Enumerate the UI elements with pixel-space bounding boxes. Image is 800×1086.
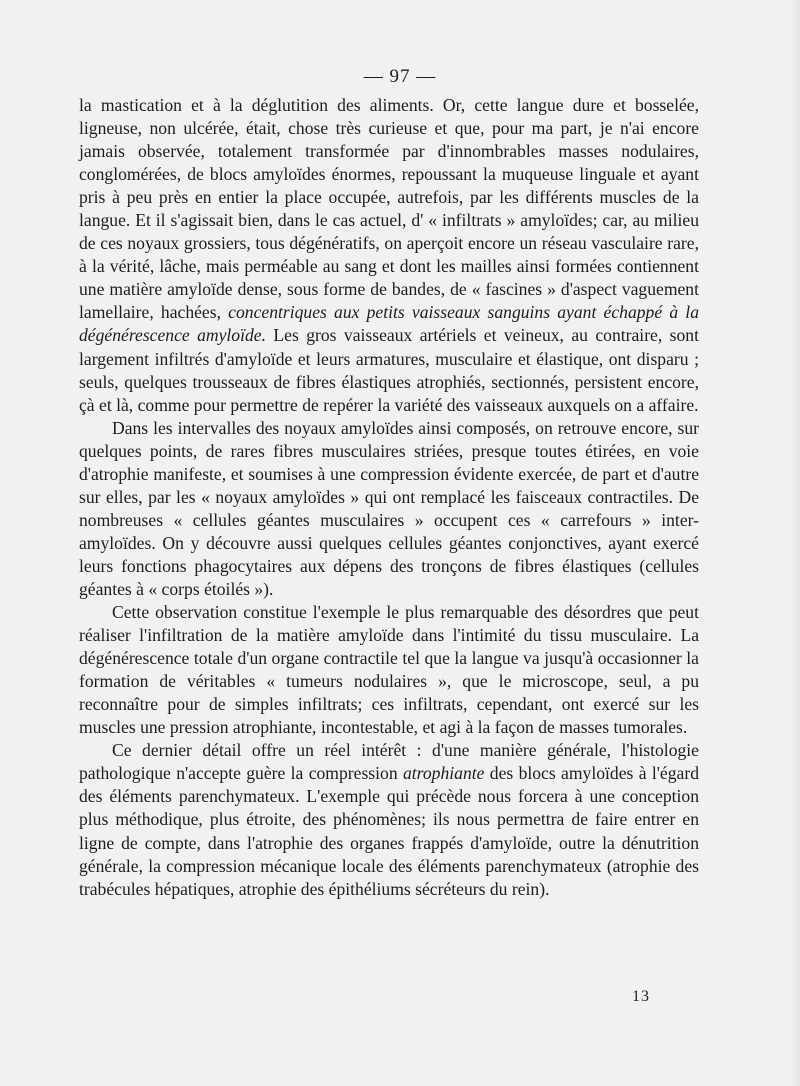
paragraph-1 <box>79 94 699 417</box>
paragraph-1-text: la mastication et à la déglutition des aliments. Or, cette langue dure et bosselée, ligneuse, non ulcérée, était, chose très curieuse et que, pour ma part, je n'ai encore jamais observée, totalement transformée par d'innombrables masses nodulaires, conglomérées, de blocs amyloïdes énormes, repoussant la muqueuse linguale et ayant pris à peu près en entier la place occupée, autrefois, par les différents muscles de la langue. Et il s'agissait bien, dans le cas actuel, d' « infiltrats » amyloïdes; car, au milieu de ces noyaux grossiers, tous dégénératifs, on aperçoit encore un réseau vasculaire rare, à la vérité, lâche, mais perméable au sang et dont les mailles ainsi formées contiennent une matière amyloïde dense, sous forme de bandes, de « fascines » d'aspect vaguement lamellaire, hachées, <box>79 95 699 323</box>
page-number: — 97 — <box>363 66 437 87</box>
paragraph-3: Cette observation constitue l'exemple le plus remarquable des désordres que peut réaliser l'infiltration de la matière amyloïde dans l'intimité du tissu musculaire. La dégénérescence totale d'un organe contractile tel que la langue va jusqu'à occasionner la formation de véritables « tumeurs nodulaires », que le microscope, seul, a pu reconnaître pour de simples infiltrats; ces infiltrats, cependant, ont exercé sur les muscles une pression atrophiante, incontestable, et agi à la façon de masses tumorales. <box>79 602 699 738</box>
paragraph-4-text: Ce dernier détail offre un réel intérêt : d'une manière générale, l'histologie pathologique n'accepte guère la compression <box>79 740 699 784</box>
page-edge-shadow <box>792 0 800 1086</box>
signature-mark: 13 <box>632 988 650 1005</box>
paragraph-2: Dans les intervalles des noyaux amyloïdes ainsi composés, on retrouve encore, sur quelques points, de rares fibres musculaires striées, presque toutes étirées, en voie d'atrophie manifeste, et soumises à une compression évidente exercée, de part et d'autre sur elles, par les « noyaux amyloïdes » qui ont remplacé les faisceaux contractiles. De nombreuses « cellules géantes musculaires » occupent ces « carrefours » inter-amyloïdes. On y découvre aussi quelques cellules géantes conjonctives, ayant exercé leurs fonctions phagocytaires aux dépens des tronçons de fibres élastiques (cellules géantes à « corps étoilés »). <box>79 417 699 599</box>
paragraph-4 <box>79 739 699 900</box>
body-text <box>79 94 699 901</box>
paragraph-4-continuation: des blocs amyloïdes à l'égard des éléments parenchymateux. L'exemple qui précède nous forcera à une conception plus méthodique, plus étroite, des phénomènes; ils nous permettra de faire entrer en ligne de compte, dans l'atrophie des organes frappés d'amyloïde, outre la dénutrition générale, la compression mécanique locale des éléments parenchymateux (atrophie des trabécules hépatiques, atrophie des épithéliums sécréteurs du rein). <box>79 763 700 899</box>
paragraph-4-italic: atrophiante <box>402 763 485 784</box>
paragraph-1-italic: concentriques aux petits vaisseaux sanguins ayant échappé à la dégénérescence amyloïde. <box>79 302 699 346</box>
paragraph-1-continuation: Les gros vaisseaux artériels et veineux, au contraire, sont largement infiltrés d'amyloïde et leurs armatures, musculaire et élastique, ont disparu ; seuls, quelques trousseaux de fibres élastiques atrophiés, sectionnés, persistent encore, çà et là, comme pour permettre de repérer la variété des vaisseaux auxquels on a affaire. <box>79 325 699 415</box>
